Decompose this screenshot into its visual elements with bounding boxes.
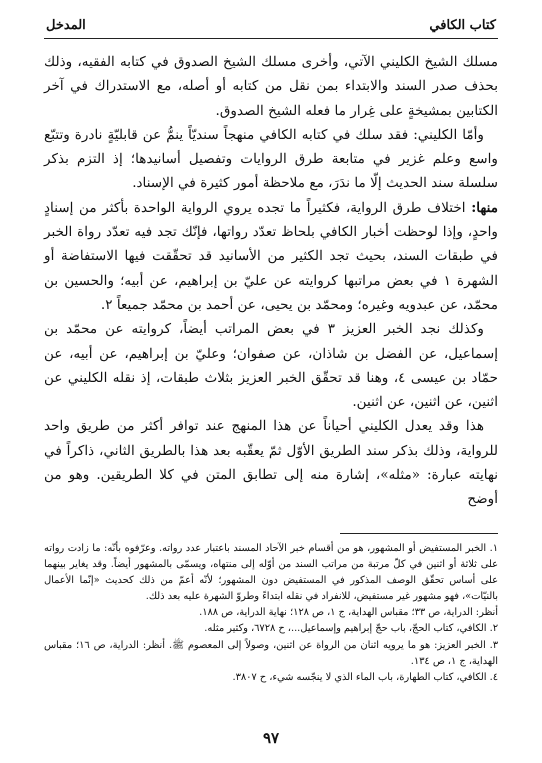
paragraph: وكذلك نجد الخبر العزيز ٣ في بعض المراتب أيضاً، كروايته عن محمّد بن إسماعيل، عن الفضل بن شاذان، عن صفوان؛ وعليّ بن إبراهيم، عن أبيه، عن حمّاد بن عيسى ٤، وهنا قد تحقّق الخبر العزيز بثلاث طبقات، إذ نقله الكليني عن اثنين، عن اثنين، عن اثنين. bbox=[44, 321, 498, 411]
footnote: ٢. الكافي، كتاب الحجّ، باب حجّ إبراهيم وإسماعيل...، ح ٦٧٢٨، وكثير مثله. bbox=[204, 623, 498, 635]
footnote: ١. الخبر المستفيض أو المشهور، هو من أقسام خبر الآحاد المسند باعتبار عدد رواته. وعرّفوه بأنّه: ما زادت رواته على ثلاثة أو اثنين في كلّ مرتبة من مراتب السند من أوّله إلى منتهاه، ويسمّى بالمشهور أيضاً. وقد يغاير بينهما على أساس تحقّق الوصف المذكور في المستفيض دون المشهور؛ لأنّه أعمّ من ذلك كحديث «إنّما الأعمال بالنيّات»، فهو مشهور غير مستفيض، للانفراد في نقله ابتداءً وطروّ الشهرة عليه بعد ذلك. bbox=[44, 543, 498, 603]
paragraph bbox=[44, 196, 498, 317]
page-number: ٩٧ bbox=[262, 729, 280, 747]
running-header bbox=[44, 16, 498, 39]
paragraph: وأمّا الكليني: فقد سلك في كتابه الكافي منهجاً سنديّاً ينمُّ عن قابليّةٍ نادرة وتتبّع واسع وعلم غزير في متابعة طرق الروايات وتفصيل أسانيدها؛ إذ التزم بذكر سلسلة سند الحديث إلّا ما ندَرَ، مع ملاحظة أمور كثيرة في الإسناد. bbox=[44, 126, 498, 192]
header-book-title: كتاب الكافي bbox=[429, 18, 496, 33]
footnote-divider bbox=[340, 533, 498, 534]
footnote: ٤. الكافي، كتاب الطهارة، باب الماء الذي لا ينجّسه شيء، ح ٣٨٠٧. bbox=[232, 671, 498, 683]
footnote: أنظر: الدراية، ص ٣٣؛ مقباس الهداية، ج ١، ص ١٢٨؛ نهاية الدراية، ص ١٨٨. bbox=[199, 607, 498, 619]
footnote: ٣. الخبر العزيز: هو ما يرويه اثنان من الرواة عن اثنين، وصولاً إلى المعصوم ﷺ. أنظر: الدراية، ص ١٦؛ مقباس الهداية، ج ١، ص ١٣٤. bbox=[44, 639, 498, 667]
header-section-title: المدخل bbox=[46, 18, 86, 33]
footnotes bbox=[44, 541, 498, 686]
paragraph: مسلك الشيخ الكليني الآتي، وأخرى مسلك الشيخ الصدوق في كتابه الفقيه، وذلك بحذف صدر السند والابتداء بمن نقل من كتابه أو أصله، مع الاستدراك في آخر الكتابين بمشيخةٍ على غِرار ما فعله الشيخ الصدوق. bbox=[44, 54, 498, 119]
paragraph-lead: منها: bbox=[471, 199, 498, 216]
paragraph-text: اختلاف طرق الرواية، فكثيراً ما تجده يروي الرواية الواحدة بأكثر من إسنادٍ واحدٍ، وإذا لوحظت أخبار الكافي بلحاظ تعدّد رواتها، فإنّك تجد فيه تعدّد رواة الخبر في طبقات السند، بحيث تجد الكثير من الأسانيد قد تحقّقت فيها الاستفاضة أو الشهرة ١ في بعض مراتبها كروايته عن عليّ بن إبراهيم، عن أبيه؛ والحسين بن محمّد، عن عبدويه وغيره؛ ومحمّد بن يحيى، عن أحمد بن محمّد جميعاً ٢. bbox=[44, 199, 498, 313]
paragraph: هذا وقد يعدل الكليني أحياناً عن هذا المنهج عند توافر أكثر من طريق واحد للرواية، وذلك بذكر سند الطريق الأوّل ثمّ يعقّبه بعد هذا بالطريق الثاني، ذاكراً في نهايته عبارة: «مثله»، إشارة منه إلى تطابق المتن في كلا الطريقين. وهو من أوضح bbox=[44, 418, 498, 508]
main-text bbox=[44, 50, 498, 512]
